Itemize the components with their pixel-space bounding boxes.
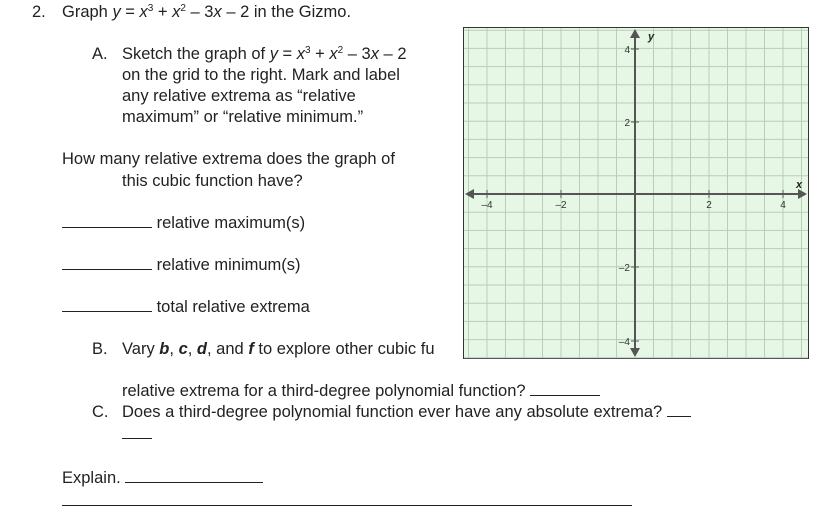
part-b-text: , <box>187 340 197 358</box>
part-b-line2 <box>122 381 600 402</box>
x-tick-label: 2 <box>706 200 712 211</box>
total-extrema-blank[interactable] <box>62 297 152 312</box>
eq-var: x <box>370 45 379 63</box>
part-c-letter: C. <box>92 403 109 421</box>
eq-op: – 2 <box>378 45 407 63</box>
relative-min-blank[interactable] <box>62 255 152 270</box>
extrema-question-line1: How many relative extrema does the graph of <box>62 150 395 168</box>
eq-exponent: 2 <box>180 3 186 14</box>
part-b-letter: B. <box>92 340 108 358</box>
x-tick-label: –2 <box>555 200 567 211</box>
grid-svg[interactable] <box>463 27 809 359</box>
part-a-line1 <box>122 44 407 65</box>
x-tick-label: 4 <box>780 200 786 211</box>
y-tick-label: –2 <box>618 263 630 274</box>
prompt-text: in the Gizmo. <box>249 3 352 21</box>
part-b-text: , and <box>207 340 249 358</box>
explain-blank[interactable] <box>125 468 263 483</box>
x-axis-label: x <box>795 179 803 191</box>
part-b-text: relative extrema for a third-degree polynomial function? <box>122 382 526 400</box>
part-c-line2 <box>122 424 152 445</box>
eq-op: = <box>120 3 140 21</box>
eq-op: – 3 <box>185 3 214 21</box>
eq-op: = <box>277 45 297 63</box>
part-a-line4: maximum” or “relative minimum.” <box>122 108 364 126</box>
question-prompt <box>62 2 351 23</box>
question-number: 2. <box>32 3 46 21</box>
relative-min-row <box>62 255 301 276</box>
param-f: f <box>248 340 254 358</box>
y-tick-label: 4 <box>624 45 630 56</box>
eq-var: x <box>296 45 305 63</box>
part-b-text: , <box>169 340 179 358</box>
part-c-blank[interactable] <box>667 402 691 417</box>
eq-var: x <box>172 3 181 21</box>
eq-var: x <box>139 3 148 21</box>
explain-row <box>62 468 263 489</box>
y-tick-label: 2 <box>624 118 630 129</box>
eq-exponent: 3 <box>305 45 311 56</box>
relative-max-row <box>62 213 305 234</box>
prompt-text: Graph <box>62 3 113 21</box>
param-c: c <box>178 340 188 358</box>
relative-min-label: relative minimum(s) <box>156 256 301 274</box>
eq-var: y <box>112 3 121 21</box>
eq-exponent: 3 <box>147 3 154 14</box>
total-extrema-row <box>62 297 310 318</box>
part-c-text: Does a third-degree polynomial function ever have any absolute extrema? <box>122 403 663 421</box>
param-b: b <box>159 340 170 358</box>
eq-exponent: 2 <box>337 45 344 56</box>
relative-max-blank[interactable] <box>62 213 152 228</box>
y-axis-label: y <box>647 31 655 43</box>
part-c-blank-continued[interactable] <box>122 424 152 439</box>
part-c-line1 <box>122 402 691 423</box>
y-tick-label: –4 <box>618 337 630 348</box>
eq-var: y <box>269 45 278 63</box>
param-d: d <box>196 340 208 358</box>
part-b-text: Vary <box>122 340 160 358</box>
part-b-blank[interactable] <box>530 381 600 396</box>
part-a-line2: on the grid to the right. Mark and label <box>122 66 400 84</box>
explain-label: Explain. <box>62 469 121 487</box>
eq-op: + <box>153 3 173 21</box>
eq-op: + <box>310 45 330 63</box>
extrema-question-line2: this cubic function have? <box>122 172 303 190</box>
part-a-letter: A. <box>92 45 108 63</box>
coordinate-grid[interactable] <box>463 27 809 359</box>
x-tick-label: –4 <box>481 200 493 211</box>
part-b-text: to explore other cubic fu <box>253 340 435 358</box>
part-a-text: Sketch the graph of <box>122 45 270 63</box>
total-extrema-label: total relative extrema <box>156 298 310 316</box>
eq-op: – 2 <box>221 3 250 21</box>
explain-line[interactable] <box>62 505 632 506</box>
part-a-line3: any relative extrema as “relative <box>122 87 356 105</box>
relative-max-label: relative maximum(s) <box>156 214 306 232</box>
eq-var: x <box>213 3 222 21</box>
eq-op: – 3 <box>343 45 371 63</box>
eq-var: x <box>329 45 338 63</box>
part-b-line1 <box>122 339 435 360</box>
